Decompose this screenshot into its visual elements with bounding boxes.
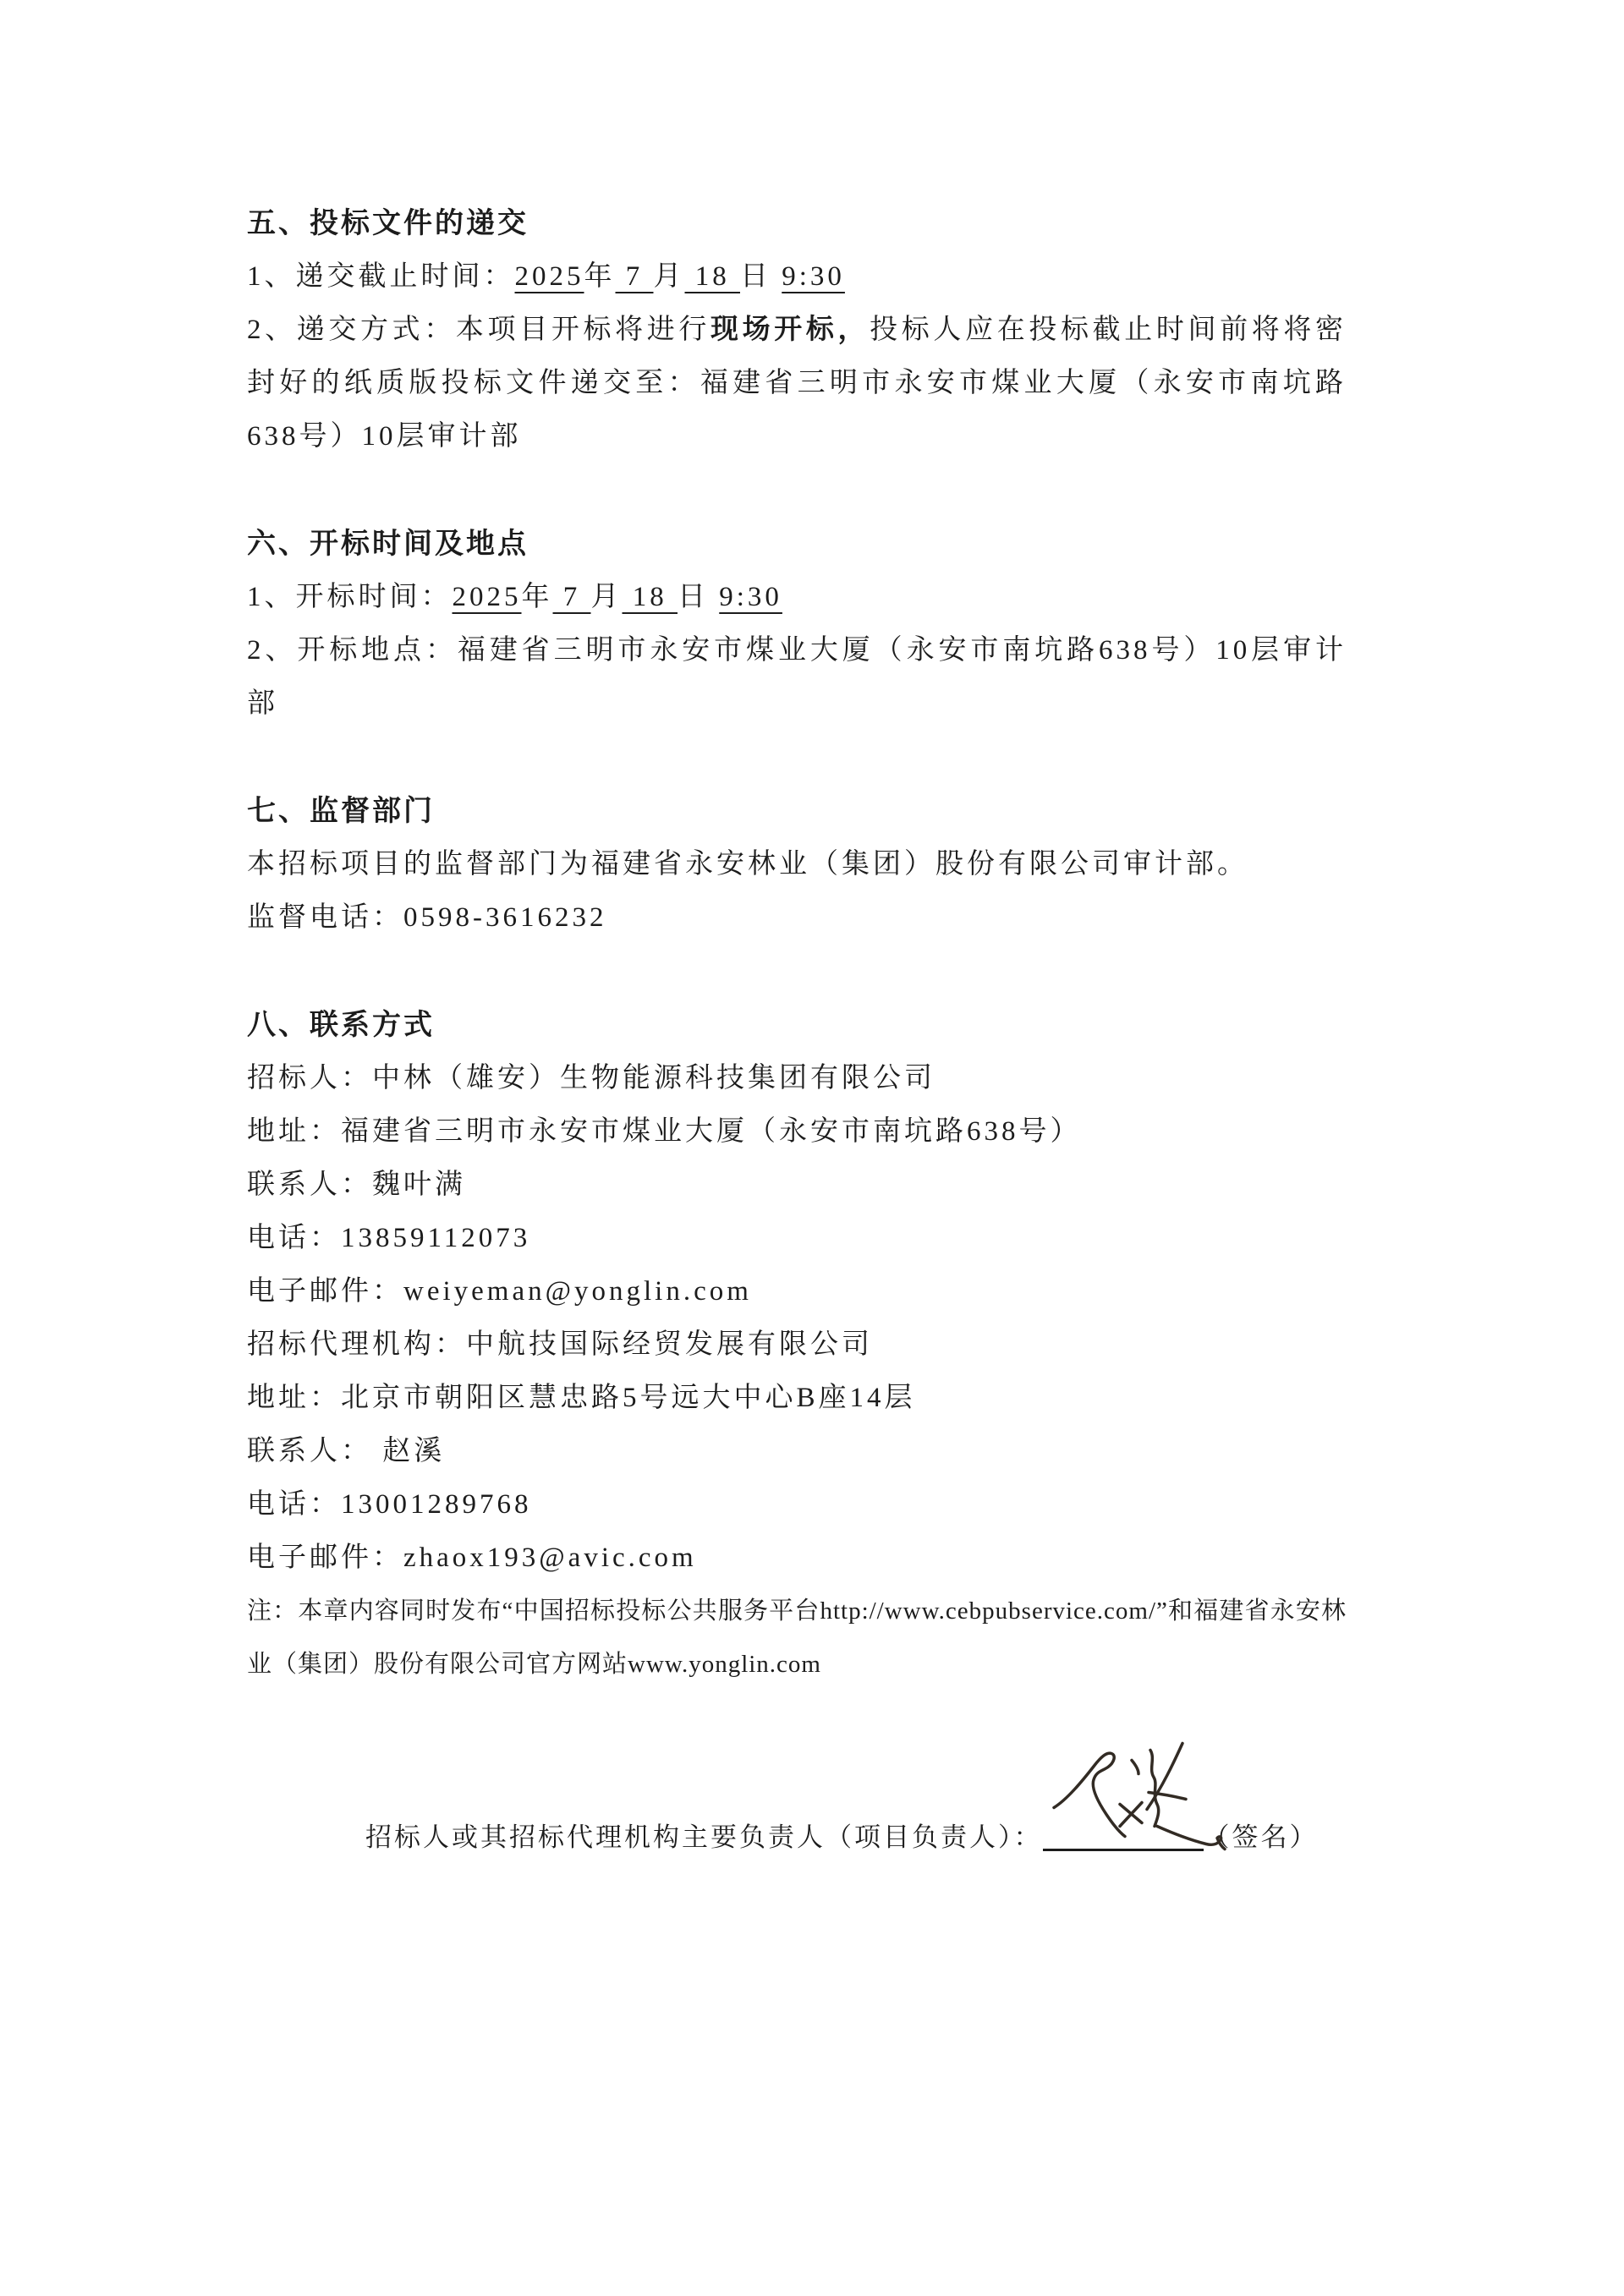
- agency-email-line: 电子邮件：zhaox193@avic.com: [247, 1543, 697, 1573]
- tenderer-phone-line: 电话：13859112073: [247, 1223, 531, 1253]
- signature-label: 招标人或其招标代理机构主要负责人（项目负责人）：: [365, 1822, 1043, 1852]
- agency-contact-line: 联系人： 赵溪: [247, 1436, 446, 1466]
- tenderer-line: 招标人：中林（雄安）生物能源科技集团有限公司: [247, 1063, 935, 1093]
- section-6-heading: 六、开标时间及地点: [247, 529, 529, 560]
- section-6-time-line: 1、开标时间：2025年 7 月 18 日 9:30: [247, 582, 782, 612]
- section-7-department-line: 本招标项目的监督部门为福建省永安林业（集团）股份有限公司审计部。: [247, 849, 1248, 879]
- handwritten-signature-icon: [1047, 1730, 1237, 1855]
- section-5-heading: 五、投标文件的递交: [247, 208, 529, 239]
- section-7-heading: 七、监督部门: [247, 796, 435, 827]
- section-5-deadline-line: 1、递交截止时间：2025年 7 月 18 日 9:30: [247, 261, 845, 292]
- agency-address-line: 地址：北京市朝阳区慧忠路5号远大中心B座14层: [247, 1383, 916, 1413]
- tenderer-address-line: 地址：福建省三明市永安市煤业大厦（永安市南坑路638号）: [247, 1116, 1082, 1147]
- publication-note: 注：本章内容同时发布“中国招标投标公共服务平台http://www.cebpubservice.com/”和福建省永安林业（集团）股份有限公司官方网站www.yonglin.com: [247, 1597, 1347, 1678]
- agency-line: 招标代理机构：中航技国际经贸发展有限公司: [247, 1329, 873, 1360]
- document-content: [247, 0, 1347, 1864]
- section-8-heading: 八、联系方式: [247, 1010, 435, 1041]
- signature-suffix: （签名）: [1203, 1822, 1319, 1852]
- section-6-place-line: 2、开标地点：福建省三明市永安市煤业大厦（永安市南坑路638号）10层审计部: [247, 635, 1347, 719]
- section-7-phone-line: 监督电话：0598-3616232: [247, 902, 607, 933]
- section-5-method-line: 2、递交方式：本项目开标将进行现场开标，投标人应在投标截止时间前将将密封好的纸质版投标文件递交至：福建省三明市永安市煤业大厦（永安市南坑路638号）10层审计部: [247, 315, 1347, 452]
- tenderer-contact-line: 联系人：魏叶满: [247, 1170, 466, 1200]
- tenderer-email-line: 电子邮件：weiyeman@yonglin.com: [247, 1276, 752, 1307]
- agency-phone-line: 电话：13001289768: [247, 1489, 532, 1520]
